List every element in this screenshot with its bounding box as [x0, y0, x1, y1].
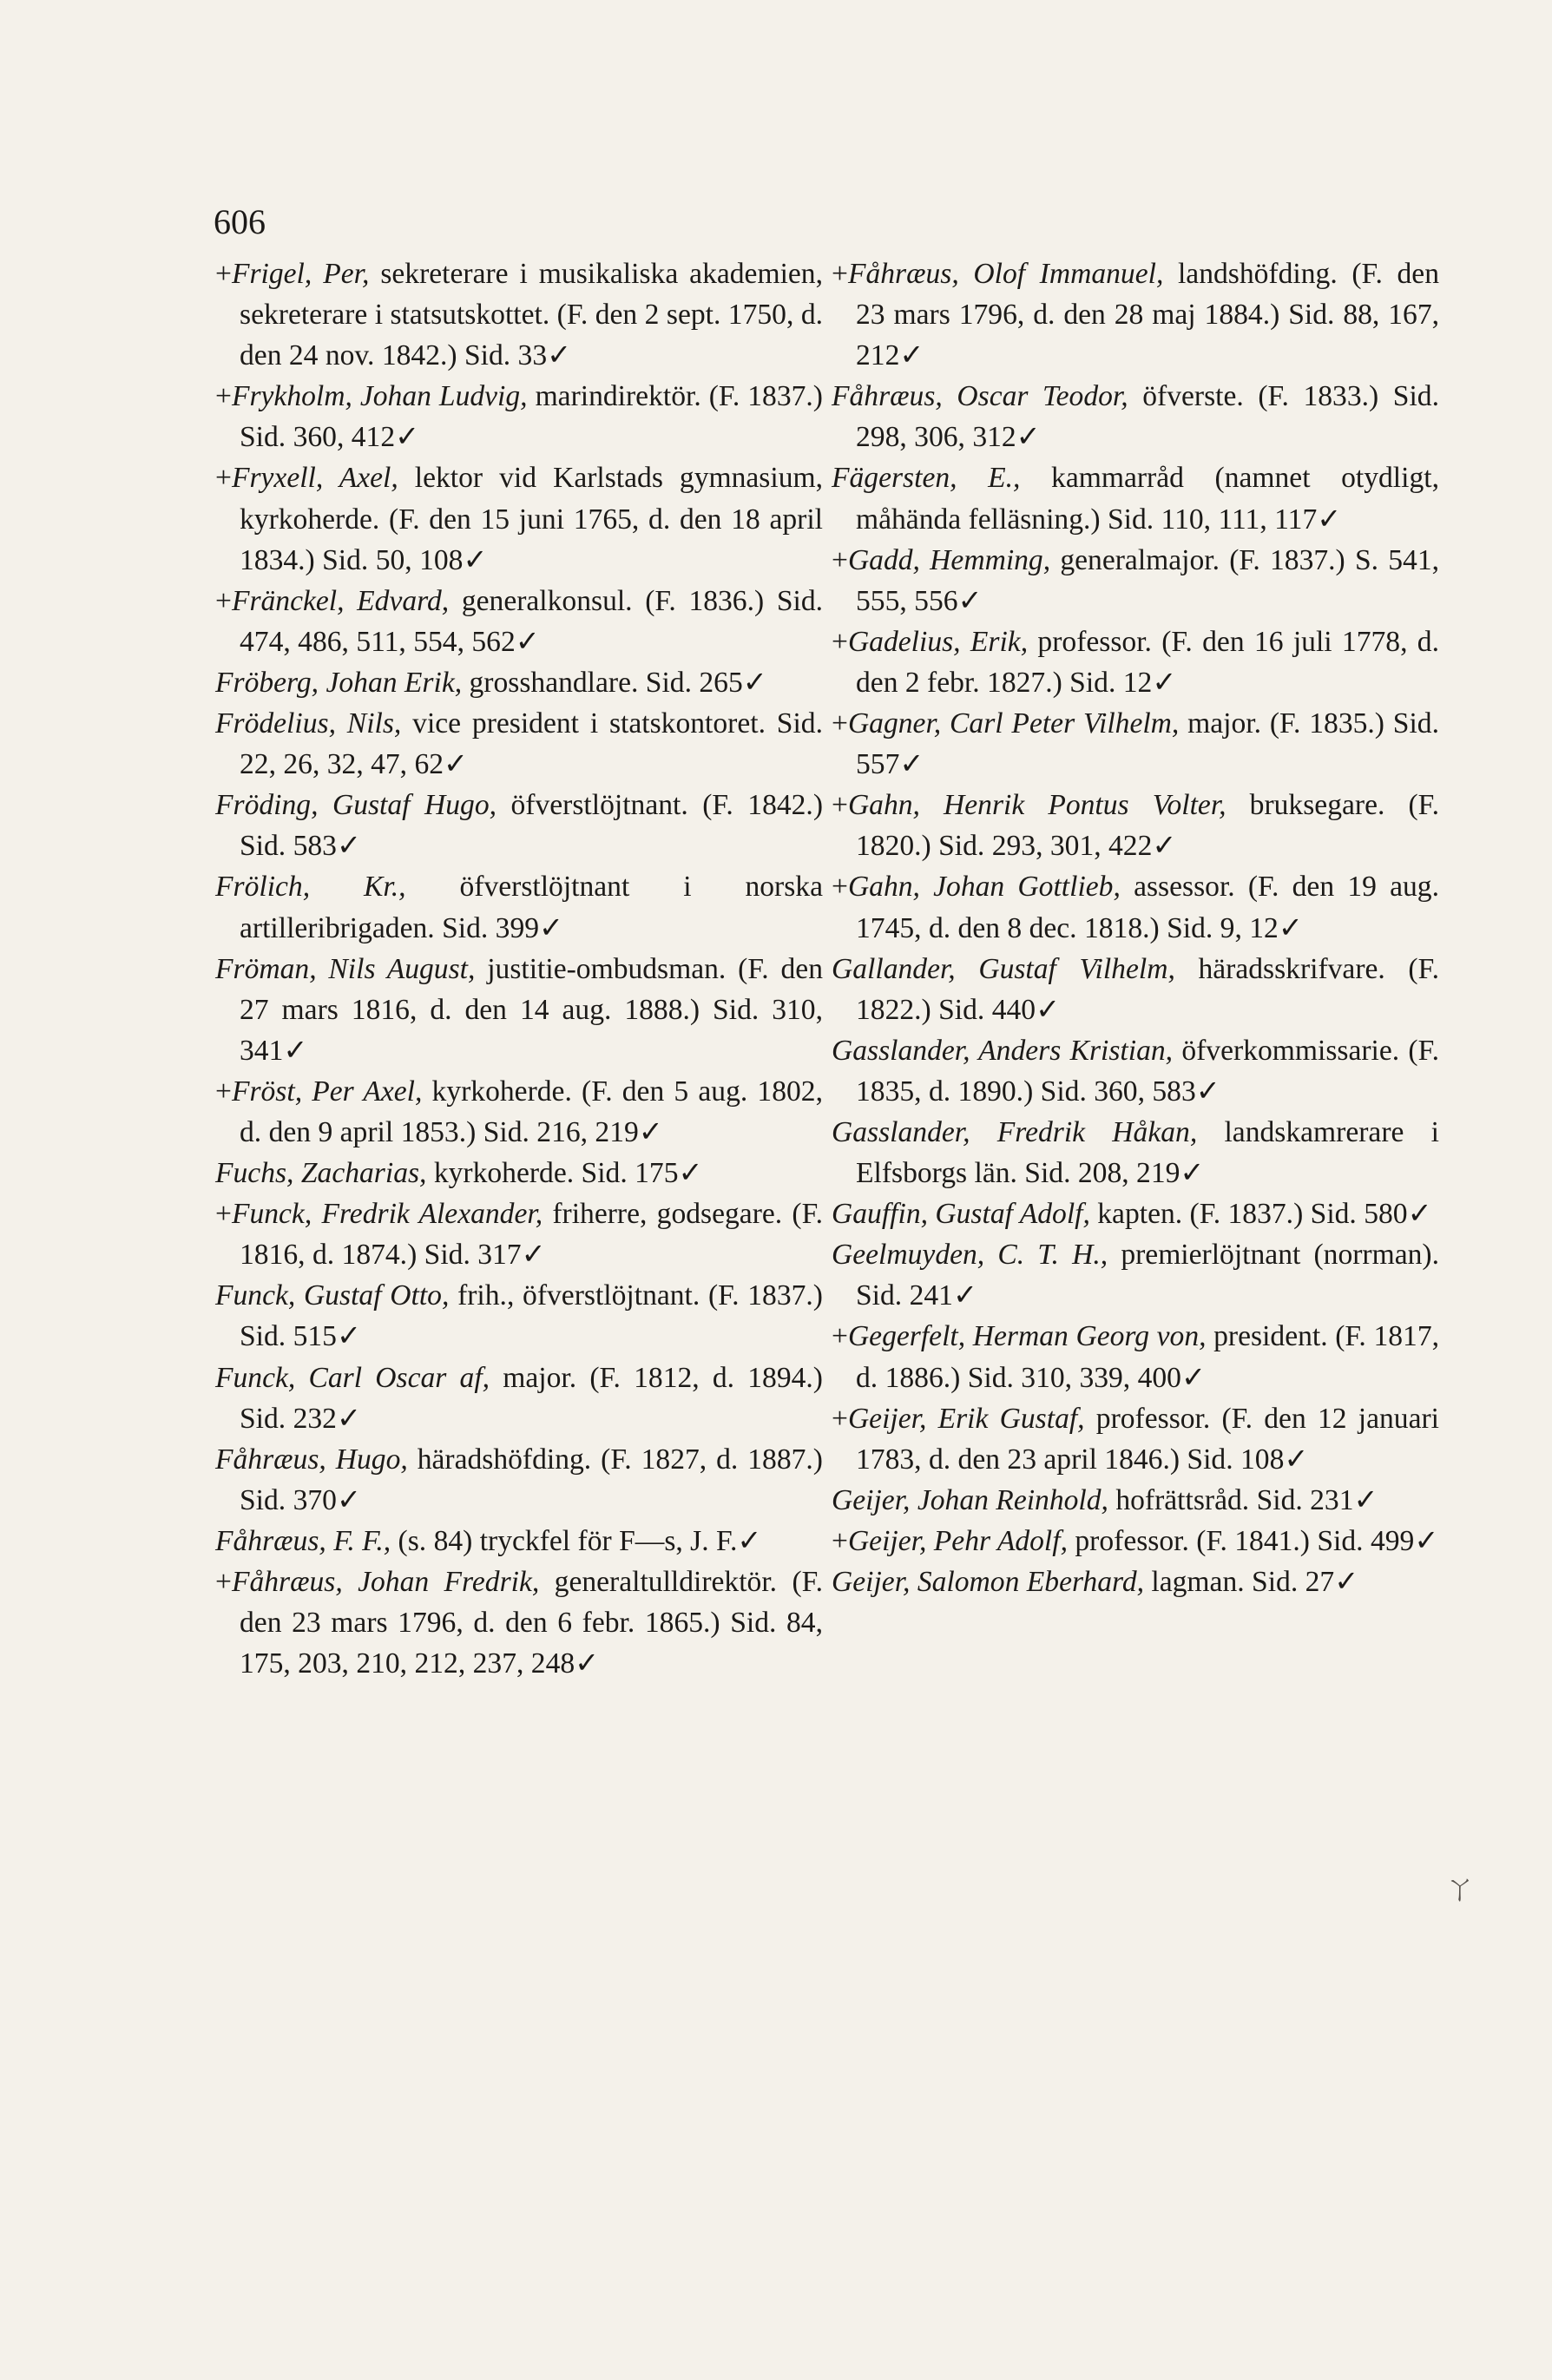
- entry-description: marindirektör. (F. 1837.) Sid. 360, 412✓: [240, 380, 823, 454]
- entry-description: generaltulldirektör. (F. den 23 mars 1796, d. den 6 febr. 1865.) Sid. 84, 175, 203, 210, 212, 237, 248✓: [240, 1566, 824, 1680]
- entry-description: major. (F. 1812, d. 1894.) Sid. 232✓: [240, 1361, 823, 1435]
- index-entry: [832, 949, 1439, 1030]
- entry-name: Fåhræus, Olof Immanuel,: [847, 258, 1164, 290]
- entry-description: kammarråd (namnet otydligt, måhända felläsning.) Sid. 110, 111, 117✓: [856, 462, 1439, 536]
- deceased-mark: +: [832, 707, 848, 740]
- deceased-mark: +: [832, 871, 848, 904]
- index-entry: [832, 253, 1439, 376]
- index-entry: [215, 581, 823, 662]
- index-entry: [832, 785, 1439, 866]
- entry-description: assessor. (F. den 19 aug. 1745, d. den 8 dec. 1818.) Sid. 9, 12✓: [856, 871, 1439, 944]
- entry-description: landskamrerare i Elfsborgs län. Sid. 208, 219✓: [856, 1115, 1439, 1190]
- entry-description: lektor vid Karlstads gymnasium, kyrkoherde. (F. den 15 juni 1765, d. den 18 april 1834.) Sid. 50, 108✓: [240, 462, 824, 576]
- index-entry: [215, 1193, 823, 1275]
- page-number: 606: [214, 202, 266, 241]
- entry-name: Gahn, Johan Gottlieb,: [847, 871, 1121, 904]
- index-entry: [832, 1316, 1439, 1397]
- entry-description: professor. (F. 1841.) Sid. 499✓: [1068, 1524, 1439, 1557]
- entry-name: Gadd, Hemming,: [847, 543, 1051, 576]
- index-entry: [215, 866, 823, 948]
- index-entry: [215, 662, 823, 703]
- deceased-mark: +: [215, 380, 232, 413]
- index-entry: [832, 1234, 1439, 1316]
- entry-description: friherre, godsegare. (F. 1816, d. 1874.) Sid. 317✓: [240, 1198, 823, 1272]
- entry-description: justitie-ombudsman. (F. den 27 mars 1816, d. den 14 aug. 1888.) Sid. 310, 341✓: [240, 952, 823, 1067]
- entry-description: lagman. Sid. 27✓: [1144, 1566, 1359, 1598]
- deceased-mark: +: [832, 625, 848, 658]
- entry-description: hofrättsråd. Sid. 231✓: [1108, 1483, 1378, 1516]
- entry-name: Gahn, Henrik Pontus Volter,: [847, 789, 1226, 822]
- index-entry: [215, 949, 823, 1071]
- index-entry: [832, 1112, 1439, 1193]
- index-entry: [215, 785, 823, 866]
- entry-description: öfverkommissarie. (F. 1835, d. 1890.) Sid. 360, 583✓: [856, 1034, 1439, 1108]
- deceased-mark: +: [215, 1198, 232, 1231]
- entry-name: Geijer, Pehr Adolf,: [847, 1524, 1068, 1557]
- entry-description: öfverstlöjtnant. (F. 1842.) Sid. 583✓: [240, 789, 824, 863]
- entry-name: Frölich, Kr.,: [215, 871, 406, 904]
- index-entry: [832, 866, 1439, 948]
- index-entry: [832, 1398, 1439, 1480]
- entry-name: Fåhræus, Oscar Teodor,: [832, 380, 1128, 413]
- entry-description: president. (F. 1817, d. 1886.) Sid. 310, 339, 400✓: [856, 1320, 1439, 1394]
- margin-note: ㄚ: [1444, 1871, 1476, 1906]
- entry-name: Fröding, Gustaf Hugo,: [215, 789, 497, 822]
- entry-name: Gasslander, Anders Kristian,: [832, 1034, 1174, 1067]
- entry-description: häradshöfding. (F. 1827, d. 1887.) Sid. 370✓: [240, 1443, 823, 1516]
- entry-name: Funck, Fredrik Alexander,: [231, 1198, 543, 1231]
- index-entry: [832, 1030, 1439, 1112]
- deceased-mark: +: [832, 789, 848, 822]
- entry-name: Fåhræus, Hugo,: [215, 1443, 408, 1476]
- deceased-mark: +: [215, 258, 232, 290]
- entry-description: professor. (F. den 12 januari 1783, d. den 23 april 1846.) Sid. 108✓: [856, 1402, 1439, 1476]
- entry-name: Gegerfelt, Herman Georg von,: [847, 1320, 1207, 1353]
- entry-name: Fuchs, Zacharias,: [215, 1157, 427, 1190]
- entry-description: häradsskrifvare. (F. 1822.) Sid. 440✓: [856, 952, 1439, 1026]
- entry-description: grosshandlare. Sid. 265✓: [462, 666, 767, 699]
- deceased-mark: +: [832, 258, 848, 290]
- entry-name: Gasslander, Fredrik Håkan,: [832, 1115, 1198, 1148]
- entry-name: Fåhræus, Johan Fredrik,: [231, 1566, 540, 1598]
- left-column: [215, 253, 823, 1684]
- entry-name: Fröst, Per Axel,: [231, 1075, 423, 1108]
- index-entry: [215, 457, 823, 580]
- entry-description: öfverstlöjtnant i norska artilleribrigaden. Sid. 399✓: [240, 871, 823, 944]
- entry-description: sekreterare i musikaliska akademien, sekreterare i statsutskottet. (F. den 2 sept. 1750, d. den 24 nov. 1842.) Sid. 33✓: [240, 258, 823, 372]
- index-entry: [215, 1561, 823, 1684]
- index-entry: [832, 457, 1439, 539]
- entry-description: vice president i statskontoret. Sid. 22, 26, 32, 47, 62✓: [240, 707, 823, 781]
- entry-description: generalkonsul. (F. 1836.) Sid. 474, 486, 511, 554, 562✓: [240, 584, 824, 658]
- deceased-mark: +: [832, 1524, 848, 1557]
- entry-description: landshöfding. (F. den 23 mars 1796, d. den 28 maj 1884.) Sid. 88, 167, 212✓: [856, 258, 1439, 372]
- entry-description: kyrkoherde. (F. den 5 aug. 1802, d. den 9 april 1853.) Sid. 216, 219✓: [240, 1075, 823, 1148]
- index-entry: [215, 1275, 823, 1357]
- entry-name: Funck, Gustaf Otto,: [215, 1279, 450, 1312]
- entry-name: Fåhræus, F. F.,: [215, 1524, 391, 1557]
- entry-description: kyrkoherde. Sid. 175✓: [426, 1157, 703, 1190]
- deceased-mark: +: [832, 1320, 848, 1353]
- deceased-mark: +: [832, 1402, 848, 1435]
- entry-name: Frigel, Per,: [231, 258, 370, 290]
- deceased-mark: +: [215, 1566, 232, 1598]
- entry-description: premierlöjtnant (norrman). Sid. 241✓: [856, 1239, 1439, 1312]
- deceased-mark: +: [215, 584, 232, 617]
- index-entry: [215, 376, 823, 457]
- entry-name: Fägersten, E.,: [832, 462, 1021, 495]
- entry-name: Geijer, Salomon Eberhard,: [832, 1566, 1145, 1598]
- entry-description: generalmajor. (F. 1837.) S. 541, 555, 556✓: [856, 543, 1439, 617]
- index-entry: [832, 540, 1439, 621]
- entry-name: Gadelius, Erik,: [847, 625, 1029, 658]
- index-entry: [215, 1071, 823, 1153]
- index-entry: [215, 1153, 823, 1193]
- index-entry: [832, 1561, 1439, 1602]
- entry-name: Gauffin, Gustaf Adolf,: [832, 1198, 1090, 1231]
- entry-description: professor. (F. den 16 juli 1778, d. den 2 febr. 1827.) Sid. 12✓: [856, 625, 1439, 699]
- entry-name: Geelmuyden, C. T. H.,: [832, 1239, 1108, 1272]
- entry-description: (s. 84) tryckfel för F—s, J. F.✓: [391, 1524, 762, 1557]
- index-entry: [832, 1193, 1439, 1234]
- entry-name: Fryxell, Axel,: [231, 462, 398, 495]
- entry-description: kapten. (F. 1837.) Sid. 580✓: [1089, 1198, 1432, 1231]
- index-entry: [832, 1521, 1439, 1561]
- entry-name: Geijer, Erik Gustaf,: [847, 1402, 1085, 1435]
- entry-description: major. (F. 1835.) Sid. 557✓: [856, 707, 1439, 781]
- index-entry: [215, 253, 823, 376]
- entry-name: Fröberg, Johan Erik,: [215, 666, 463, 699]
- index-entry: [215, 703, 823, 785]
- entry-name: Gagner, Carl Peter Vilhelm,: [847, 707, 1180, 740]
- index-entry: [832, 1480, 1439, 1521]
- right-column: [832, 253, 1439, 1602]
- entry-description: bruksegare. (F. 1820.) Sid. 293, 301, 422✓: [856, 789, 1440, 863]
- index-entry: [215, 1439, 823, 1521]
- entry-name: Frykholm, Johan Ludvig,: [231, 380, 528, 413]
- index-entry: [215, 1521, 823, 1561]
- entry-name: Frödelius, Nils,: [215, 707, 402, 740]
- index-entry: [832, 376, 1439, 457]
- entry-name: Fränckel, Edvard,: [231, 584, 450, 617]
- index-entry: [215, 1358, 823, 1439]
- entry-name: Funck, Carl Oscar af,: [215, 1361, 490, 1394]
- entry-description: frih., öfverstlöjtnant. (F. 1837.) Sid. 515✓: [240, 1279, 823, 1353]
- deceased-mark: +: [832, 543, 848, 576]
- entry-name: Gallander, Gustaf Vilhelm,: [832, 952, 1175, 985]
- deceased-mark: +: [215, 1075, 232, 1108]
- entry-name: Geijer, Johan Reinhold,: [832, 1483, 1108, 1516]
- entry-name: Fröman, Nils August,: [215, 952, 476, 985]
- entry-description: öfverste. (F. 1833.) Sid. 298, 306, 312✓: [856, 380, 1439, 454]
- index-entry: [832, 621, 1439, 703]
- index-entry: [832, 703, 1439, 785]
- deceased-mark: +: [215, 462, 232, 495]
